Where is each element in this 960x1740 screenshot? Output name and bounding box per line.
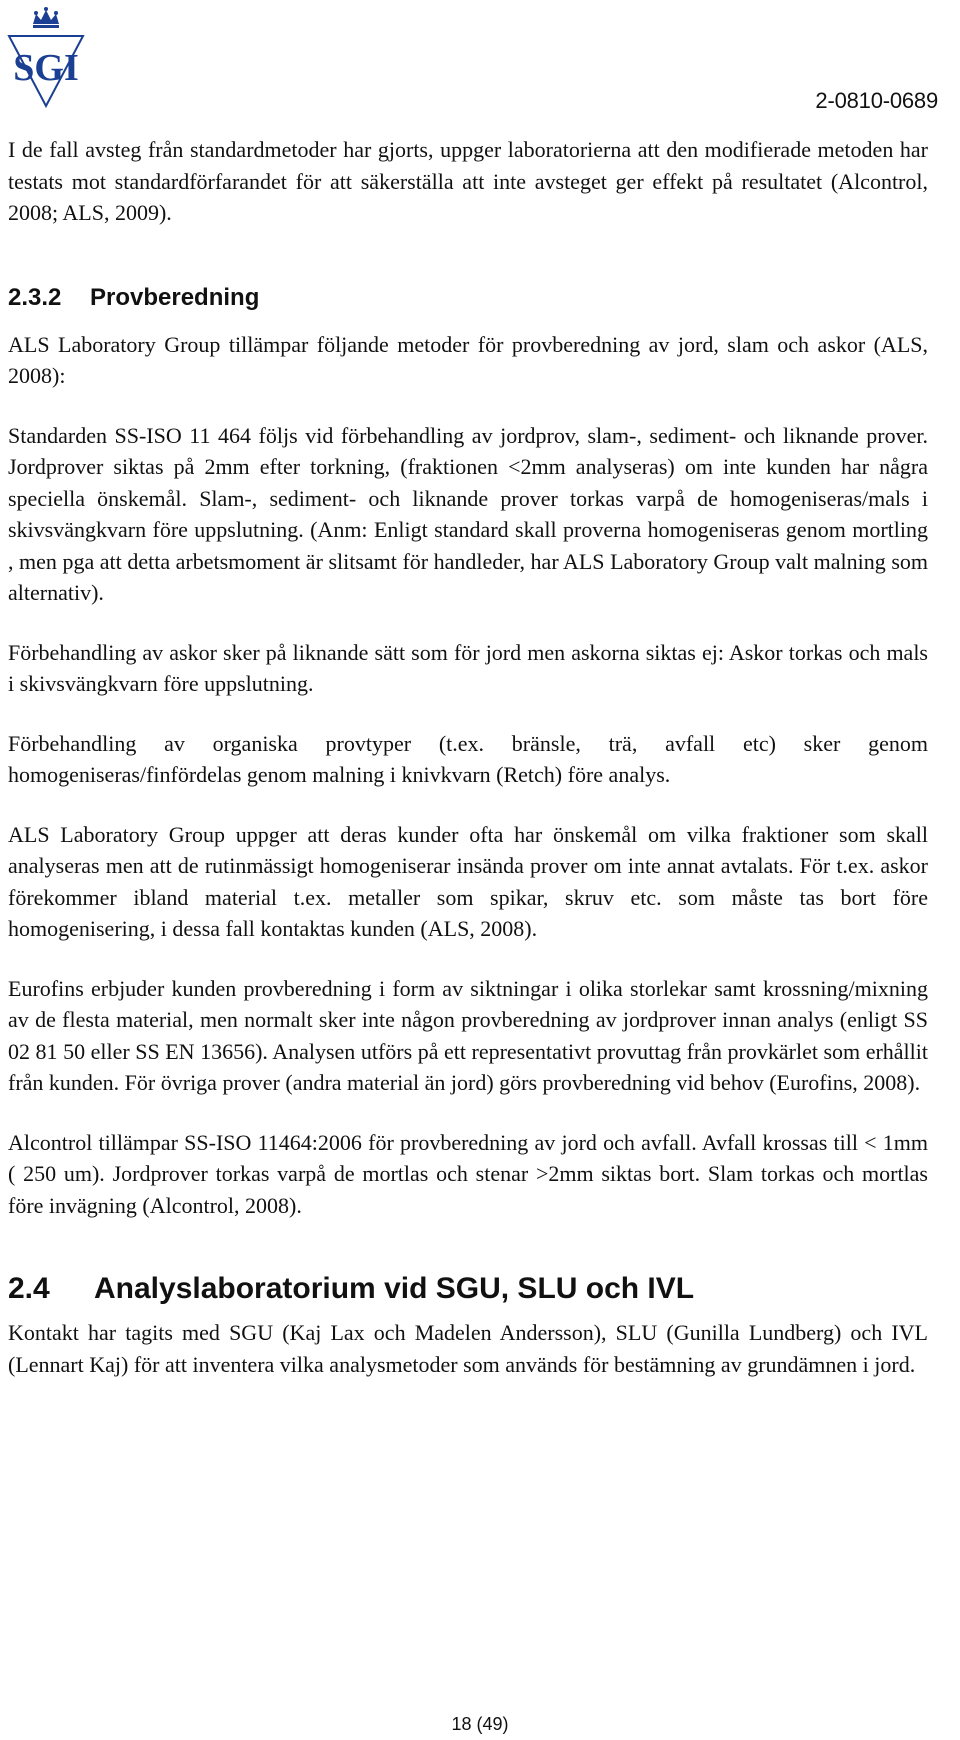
paragraph: Alcontrol tillämpar SS-ISO 11464:2006 för provberedning av jord och avfall. Avfall krossas till < 1mm ( 250 um). Jordprover torkas varpå de mortlas och stenar >2mm siktas bort. Slam torkas och mortlas före invägning (Alcontrol, 2008).	[8, 1129, 928, 1218]
section-heading-2-4	[8, 1271, 928, 1307]
section-number: 2.4	[8, 1272, 50, 1305]
sgi-logo	[6, 6, 86, 110]
paragraph: Standarden SS-ISO 11 464 följs vid förbehandling av jordprov, slam-, sediment- och liknande prover. Jordprover siktas på 2mm efter torkning, (fraktionen <2mm analyseras) om inte kunden har några speciella önskemål. Slam-, sediment- och liknande prover torkas varpå de homogeniseras/mals i skivsvängkvarn före uppslutning. (Anm: Enligt standard skall proverna homogeniseras genom mortling , men pga att detta arbetsmoment är slitsamt för handleder, har ALS Laboratory Group valt malning som alternativ).	[8, 422, 928, 605]
logo-text: SGI	[13, 47, 79, 89]
section-number: 2.3.2	[8, 283, 62, 311]
paragraph: Kontakt har tagits med SGU (Kaj Lax och Madelen Andersson), SLU (Gunilla Lundberg) och IVL (Lennart Kaj) för att inventera vilka analysmetoder som används för bestämning av grundämnen i jord.	[8, 1320, 928, 1377]
paragraph: Förbehandling av askor sker på liknande sätt som för jord men askorna siktas ej: Askor torkas och mals i skivsvängkvarn före uppslutning.	[8, 639, 928, 696]
section-title: Analyslaboratorium vid SGU, SLU och IVL	[94, 1272, 695, 1305]
section-heading-2-3-2	[8, 282, 928, 313]
paragraph: Eurofins erbjuder kunden provberedning i form av siktningar i olika storlekar samt krossning/mixning av de flesta material, men normalt sker inte någon provberedning av jordprover innan analys (enligt SS 02 81 50 eller SS EN 13656). Analysen utförs på ett representativt provuttag från provkärlet som erhållit från kunden. För övriga prover (andra material än jord) görs provberedning vid behov (Eurofins, 2008).	[8, 975, 928, 1095]
document-number: 2-0810-0689	[815, 88, 938, 113]
intro-paragraph: I de fall avsteg från standardmetoder har gjorts, uppger laboratorierna att den modifierade metoden har testats mot standardförfarandet för att säkerställa att inte avsteget ger effekt på resultatet (Alcontrol, 2008; ALS, 2009).	[8, 137, 928, 225]
paragraph: ALS Laboratory Group tillämpar följande metoder för provberedning av jord, slam och askor (ALS, 2008):	[8, 331, 928, 388]
paragraph: ALS Laboratory Group uppger att deras kunder ofta har önskemål om vilka fraktioner som skall analyseras men att de rutinmässigt homogeniserar insända prover om inte annat avtalats. För t.ex. askor förekommer ibland material t.ex. metaller som spikar, skruv etc. som måste tas bort före homogenisering, i dessa fall kontaktas kunden (ALS, 2008).	[8, 821, 928, 941]
paragraph: Förbehandling av organiska provtyper (t.ex. bränsle, trä, avfall etc) sker genom homogeniseras/finfördelas genom malning i knivkvarn (Retch) före analys.	[8, 730, 928, 787]
page-number: 18 (49)	[451, 1714, 509, 1734]
page-content	[8, 134, 928, 1380]
section-title: Provberedning	[90, 283, 260, 311]
